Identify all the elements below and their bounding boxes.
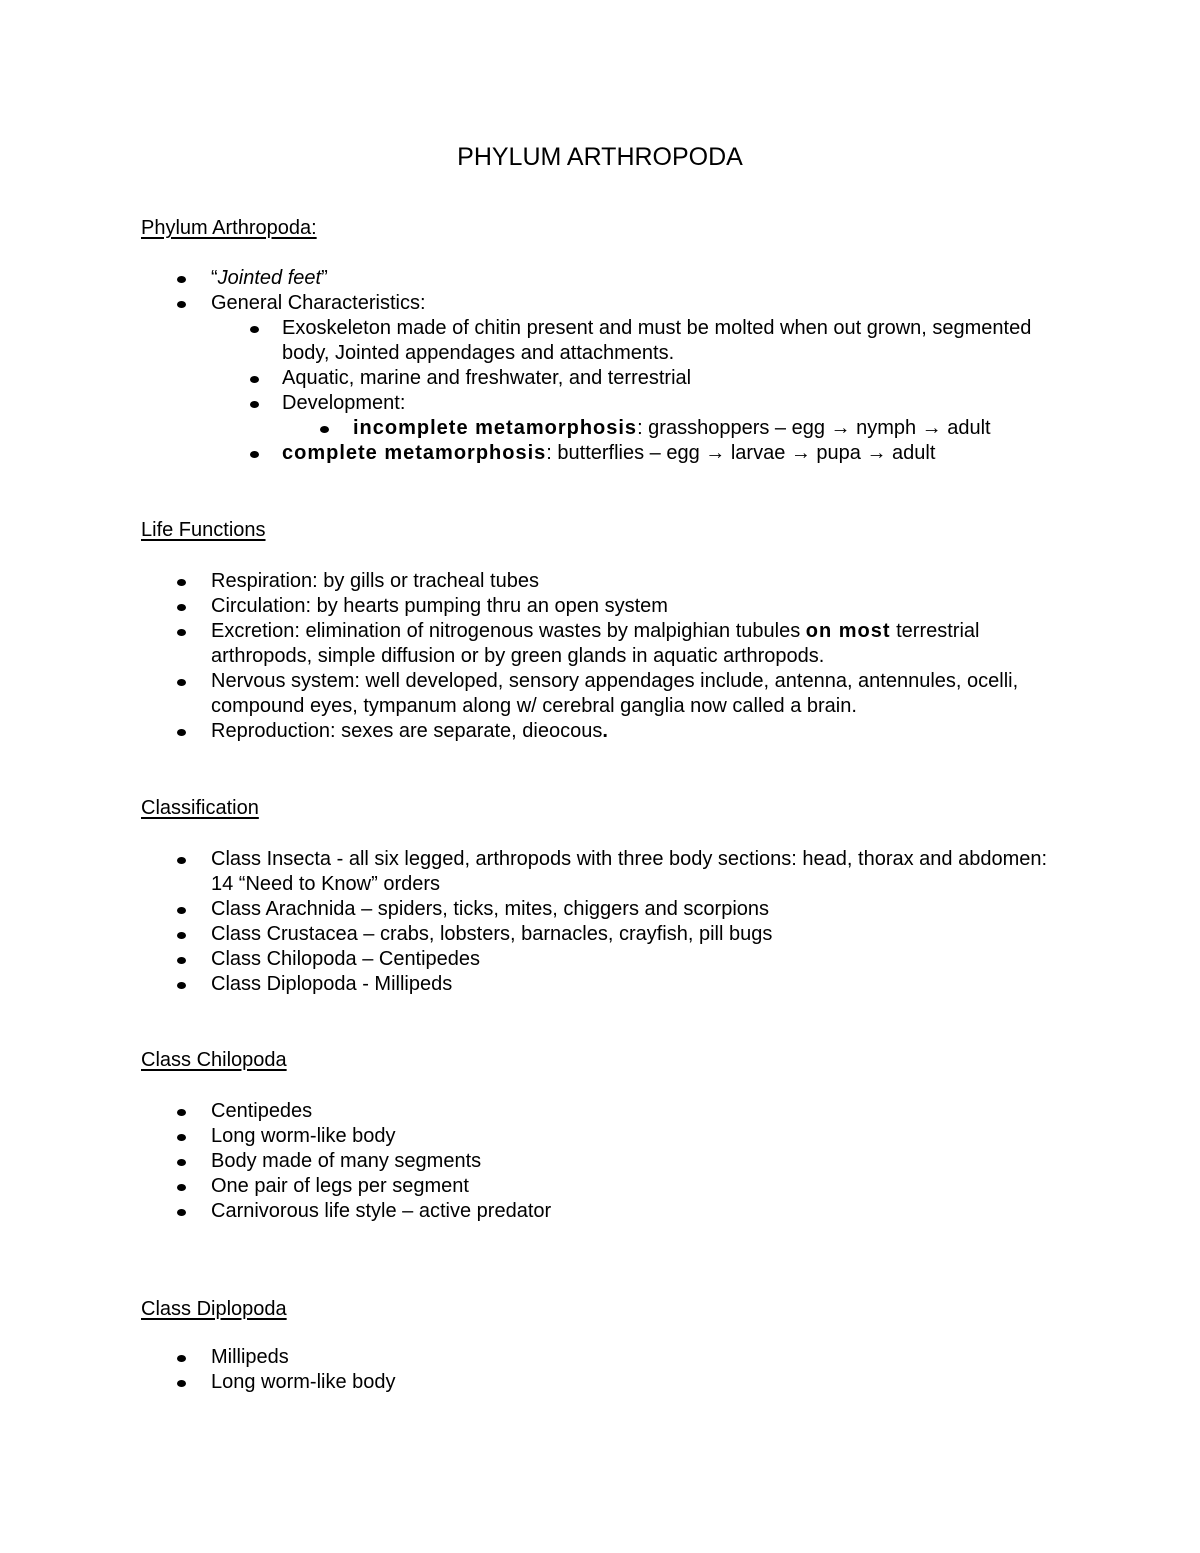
bullet-icon [177, 1184, 186, 1191]
classification-list [0, 847, 1200, 997]
bullet-icon [250, 326, 259, 333]
complete-metamorphosis-term: complete metamorphosis [282, 442, 547, 464]
phylum-list [0, 266, 1200, 466]
list-item: Class Insecta - all six legged, arthropods with three body sections: head, thorax and abdomen: 14 “Need to Know” orders [0, 847, 1061, 897]
list-item: Nervous system: well developed, sensory appendages include, antenna, antennules, ocelli, compound eyes, tympanum along w/ cerebral ganglia now called a brain. [0, 669, 1061, 719]
bullet-icon [177, 679, 186, 686]
bullet-icon [177, 982, 186, 989]
list-item: incomplete metamorphosis: grasshoppers – egg → nymph → adult [0, 416, 1113, 441]
section-heading-diplopoda: Class Diplopoda [141, 1298, 287, 1320]
bullet-icon [177, 957, 186, 964]
list-item: Exoskeleton made of chitin present and must be molted when out grown, segmented body, Jointed appendages and attachments. [0, 316, 1042, 366]
bullet-icon [177, 1159, 186, 1166]
list-item: Class Arachnida – spiders, ticks, mites, chiggers and scorpions [0, 897, 1061, 922]
bullet-icon [177, 579, 186, 586]
list-item: “Jointed feet” [0, 266, 1061, 291]
list-item: Reproduction: sexes are separate, dieocous. [0, 719, 1061, 744]
section-heading-life-functions: Life Functions [141, 519, 266, 541]
section-heading-classification: Classification [141, 797, 259, 819]
diplopoda-list [0, 1345, 1200, 1395]
bullet-icon [177, 1209, 186, 1216]
bullet-icon [177, 1355, 186, 1362]
bullet-icon [320, 426, 329, 433]
list-item: complete metamorphosis: butterflies – egg → larvae → pupa → adult [0, 441, 1042, 466]
list-item: Long worm-like body [0, 1370, 1061, 1395]
list-item: Circulation: by hearts pumping thru an open system [0, 594, 1061, 619]
bullet-icon [250, 401, 259, 408]
bullet-icon [177, 729, 186, 736]
bullet-icon [177, 604, 186, 611]
list-item: Centipedes [0, 1099, 1061, 1124]
list-item: Aquatic, marine and freshwater, and terrestrial [0, 366, 1042, 391]
list-item: Body made of many segments [0, 1149, 1061, 1174]
list-item: Class Diplopoda - Millipeds [0, 972, 1061, 997]
bullet-icon [177, 276, 186, 283]
bullet-icon [177, 1134, 186, 1141]
bullet-icon [250, 376, 259, 383]
list-item: Millipeds [0, 1345, 1061, 1370]
section-heading-phylum: Phylum Arthropoda: [141, 217, 317, 239]
bullet-icon [177, 1109, 186, 1116]
on-most-emphasis: on most [805, 620, 891, 642]
jointed-feet-text: Jointed feet [217, 267, 322, 289]
bullet-icon [177, 932, 186, 939]
list-item: One pair of legs per segment [0, 1174, 1061, 1199]
life-functions-list [0, 569, 1200, 744]
list-item: Excretion: elimination of nitrogenous wastes by malpighian tubules on most terrestrial arthropods, simple diffusion or by green glands in aquatic arthropods. [0, 619, 1061, 669]
list-item: Carnivorous life style – active predator [0, 1199, 1061, 1224]
bullet-icon [177, 857, 186, 864]
chilopoda-list [0, 1099, 1200, 1224]
bullet-icon [177, 1380, 186, 1387]
bullet-icon [177, 629, 186, 636]
list-item: Class Crustacea – crabs, lobsters, barnacles, crayfish, pill bugs [0, 922, 1061, 947]
list-item: General Characteristics: [0, 291, 1061, 316]
bullet-icon [177, 907, 186, 914]
bullet-icon [177, 301, 186, 308]
list-item: Respiration: by gills or tracheal tubes [0, 569, 1061, 594]
bullet-icon [250, 451, 259, 458]
incomplete-metamorphosis-term: incomplete metamorphosis [353, 417, 638, 439]
list-item: Development: [0, 391, 1042, 416]
list-item: Long worm-like body [0, 1124, 1061, 1149]
list-item: Class Chilopoda – Centipedes [0, 947, 1061, 972]
page-title: PHYLUM ARTHROPODA [457, 143, 743, 171]
section-heading-chilopoda: Class Chilopoda [141, 1049, 287, 1071]
